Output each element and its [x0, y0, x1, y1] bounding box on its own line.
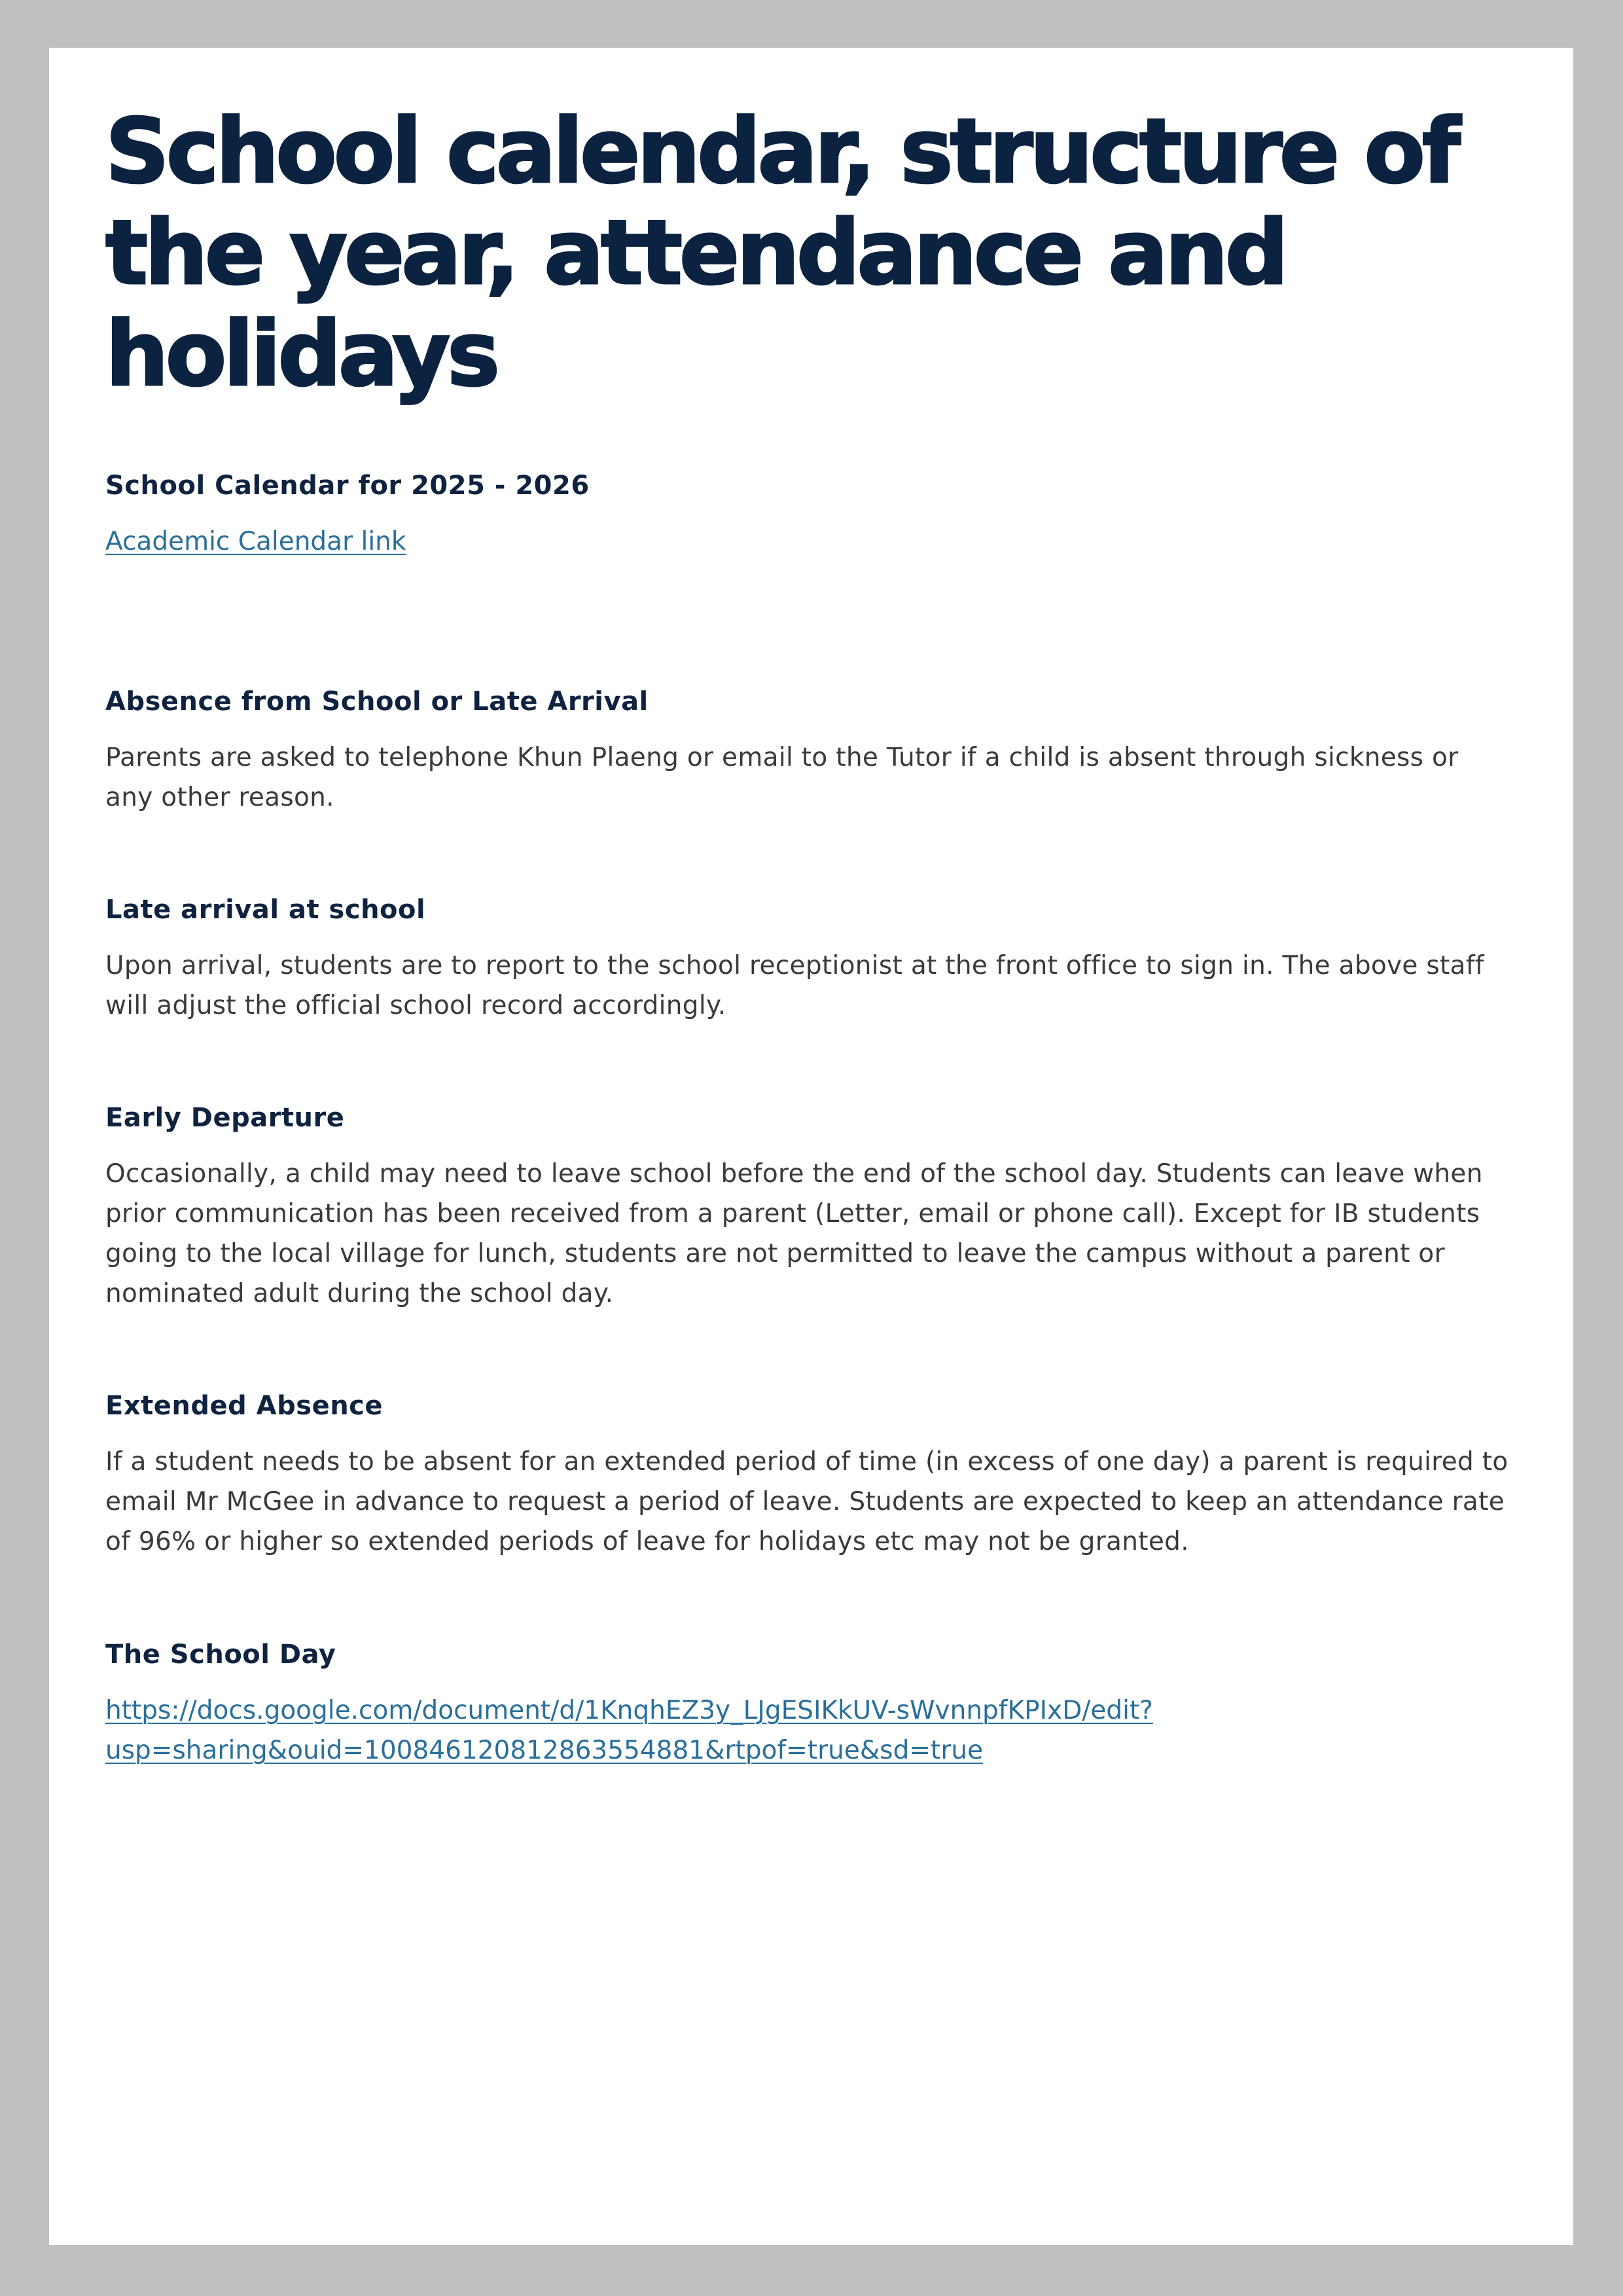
page-title: School calendar, structure of the year, attendance and holidays	[105, 100, 1458, 406]
late-arrival-heading: Late arrival at school	[105, 895, 426, 925]
school-day-link-line1[interactable]: https://docs.google.com/document/d/1KnqhEZ3y_LJgESIKkUV-sWvnnpfKPIxD/edit?	[105, 1696, 1153, 1725]
school-day-link-line2[interactable]: usp=sharing&ouid=100846120812863554881&rtpof=true&sd=true	[105, 1736, 984, 1765]
extended-absence-heading: Extended Absence	[105, 1391, 383, 1421]
school-day-heading: The School Day	[105, 1640, 336, 1670]
absence-heading: Absence from School or Late Arrival	[105, 687, 649, 717]
late-arrival-paragraph: Upon arrival, students are to report to the school receptionist at the front office to sign in. The above staff will adjust the official school record accordingly.	[105, 951, 1484, 1020]
academic-calendar-link[interactable]: Academic Calendar link	[105, 527, 406, 556]
early-departure-heading: Early Departure	[105, 1103, 345, 1133]
absence-paragraph: Parents are asked to telephone Khun Plaeng or email to the Tutor if a child is absent through sickness or any other reason.	[105, 743, 1459, 812]
early-departure-paragraph: Occasionally, a child may need to leave school before the end of the school day. Students can leave when prior communication has been received from a parent (Letter, email or phone call). Except for IB students going to the local village for lunch, students are not permitted to leave the campus without a parent or nominated adult during the school day.	[105, 1159, 1483, 1308]
calendar-heading: School Calendar for 2025 - 2026	[105, 471, 590, 501]
document-page	[49, 48, 1573, 2245]
school-day-link[interactable]	[105, 1691, 1512, 1770]
extended-absence-paragraph: If a student needs to be absent for an extended period of time (in excess of one day) a parent is required to email Mr McGee in advance to request a period of leave. Students are expected to keep an attendance rate of 96% or higher so extended periods of leave for holidays etc may not be granted.	[105, 1447, 1508, 1556]
